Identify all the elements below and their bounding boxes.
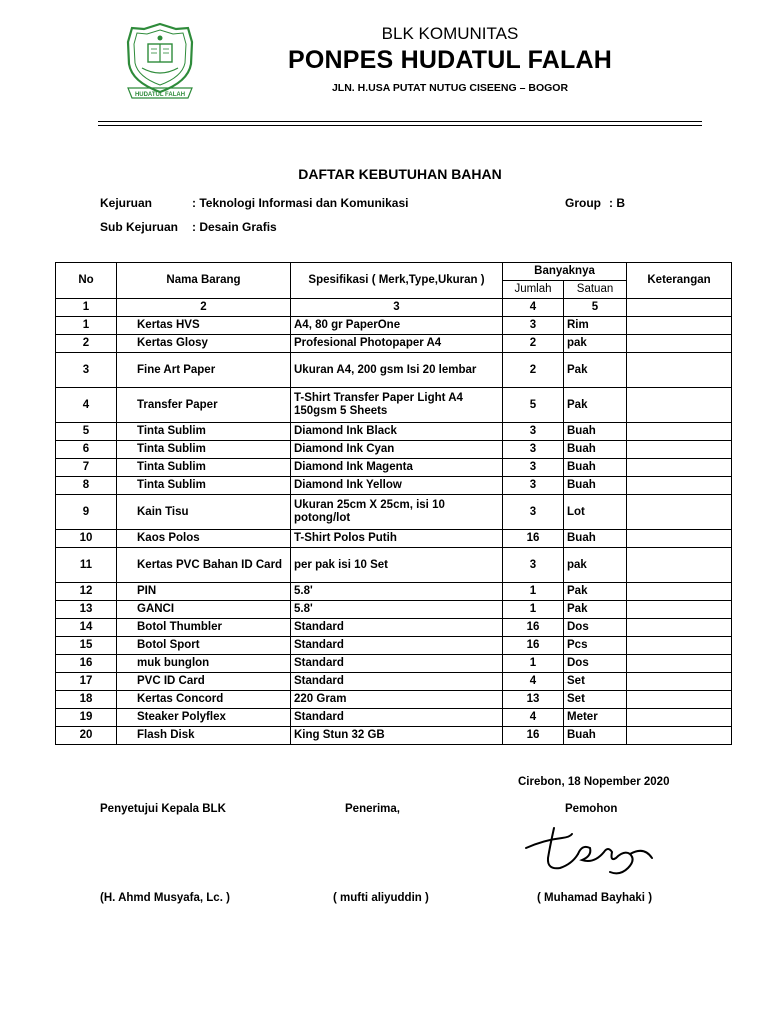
row-item-name: Steaker Polyflex xyxy=(117,709,291,727)
row-unit: Buah xyxy=(564,441,627,459)
row-no: 15 xyxy=(56,637,117,655)
receiver-name: ( mufti aliyuddin ) xyxy=(333,892,429,904)
row-no: 4 xyxy=(56,388,117,423)
row-item-name: Kertas Glosy xyxy=(117,335,291,353)
row-item-name: PIN xyxy=(117,583,291,601)
row-no: 12 xyxy=(56,583,117,601)
row-quantity: 3 xyxy=(503,459,564,477)
table-row xyxy=(56,459,732,477)
table-row xyxy=(56,317,732,335)
org-name: BLK KOMUNITAS xyxy=(381,24,519,43)
row-unit: pak xyxy=(564,548,627,583)
row-no: 19 xyxy=(56,709,117,727)
kejuruan-label: Kejuruan xyxy=(100,196,153,210)
row-note xyxy=(627,530,732,548)
row-specification: T-Shirt Polos Putih xyxy=(291,530,503,548)
group-value: : B xyxy=(609,196,625,210)
row-specification: Standard xyxy=(291,619,503,637)
row-unit: Set xyxy=(564,691,627,709)
row-no: 16 xyxy=(56,655,117,673)
row-note xyxy=(627,335,732,353)
row-no: 7 xyxy=(56,459,117,477)
sub-kejuruan-value: : Desain Grafis xyxy=(192,220,277,234)
row-item-name: PVC ID Card xyxy=(117,673,291,691)
row-specification: Diamond Ink Magenta xyxy=(291,459,503,477)
header-jumlah: Jumlah xyxy=(503,281,564,299)
row-note xyxy=(627,583,732,601)
row-item-name: Tinta Sublim xyxy=(117,423,291,441)
index-cell-empty xyxy=(627,299,732,317)
row-quantity: 1 xyxy=(503,583,564,601)
row-quantity: 13 xyxy=(503,691,564,709)
sub-kejuruan-label: Sub Kejuruan xyxy=(100,220,179,234)
row-specification: King Stun 32 GB xyxy=(291,727,503,745)
materials-table xyxy=(55,262,732,745)
row-item-name: Tinta Sublim xyxy=(117,459,291,477)
row-no: 13 xyxy=(56,601,117,619)
row-note xyxy=(627,423,732,441)
header-banyaknya: Banyaknya xyxy=(503,263,627,281)
row-note xyxy=(627,459,732,477)
index-cell: 2 xyxy=(117,299,291,317)
row-no: 1 xyxy=(56,317,117,335)
row-note xyxy=(627,548,732,583)
header-rule-thin xyxy=(98,125,702,126)
row-quantity: 4 xyxy=(503,709,564,727)
approver-title: Penyetujui Kepala BLK xyxy=(100,803,226,815)
row-specification: Standard xyxy=(291,655,503,673)
table-row xyxy=(56,655,732,673)
row-specification: 5.8' xyxy=(291,601,503,619)
row-unit: Pak xyxy=(564,388,627,423)
row-note xyxy=(627,353,732,388)
row-item-name: Botol Thumbler xyxy=(117,619,291,637)
row-note xyxy=(627,709,732,727)
applicant-title: Pemohon xyxy=(565,803,618,815)
row-unit: Lot xyxy=(564,495,627,530)
table-row xyxy=(56,530,732,548)
row-no: 9 xyxy=(56,495,117,530)
index-cell: 5 xyxy=(564,299,627,317)
table-row xyxy=(56,691,732,709)
row-unit: Rim xyxy=(564,317,627,335)
row-unit: Pak xyxy=(564,601,627,619)
row-note xyxy=(627,655,732,673)
row-unit: Buah xyxy=(564,727,627,745)
row-quantity: 1 xyxy=(503,655,564,673)
approver-name: (H. Ahmd Musyafa, Lc. ) xyxy=(100,892,230,904)
row-item-name: Botol Sport xyxy=(117,637,291,655)
row-item-name: GANCI xyxy=(117,601,291,619)
header-nama-barang: Nama Barang xyxy=(117,263,291,299)
row-quantity: 2 xyxy=(503,335,564,353)
row-specification: Diamond Ink Black xyxy=(291,423,503,441)
table-row xyxy=(56,353,732,388)
row-specification: Diamond Ink Cyan xyxy=(291,441,503,459)
row-no: 18 xyxy=(56,691,117,709)
row-item-name: Transfer Paper xyxy=(117,388,291,423)
row-specification: Ukuran 25cm X 25cm, isi 10 potong/lot xyxy=(291,495,503,530)
row-note xyxy=(627,477,732,495)
row-item-name: Flash Disk xyxy=(117,727,291,745)
table-row xyxy=(56,335,732,353)
row-quantity: 16 xyxy=(503,530,564,548)
row-unit: Buah xyxy=(564,459,627,477)
row-quantity: 3 xyxy=(503,548,564,583)
row-unit: Buah xyxy=(564,477,627,495)
row-unit: Pak xyxy=(564,583,627,601)
row-specification: per pak isi 10 Set xyxy=(291,548,503,583)
header-spesifikasi: Spesifikasi ( Merk,Type,Ukuran ) xyxy=(291,263,503,299)
row-item-name: Kertas Concord xyxy=(117,691,291,709)
row-specification: Standard xyxy=(291,637,503,655)
row-specification: Diamond Ink Yellow xyxy=(291,477,503,495)
group-label: Group xyxy=(565,196,601,210)
row-quantity: 2 xyxy=(503,353,564,388)
table-row xyxy=(56,619,732,637)
row-note xyxy=(627,388,732,423)
row-item-name: Kertas PVC Bahan ID Card xyxy=(117,548,291,583)
row-quantity: 1 xyxy=(503,601,564,619)
row-unit: Set xyxy=(564,673,627,691)
row-specification: Ukuran A4, 200 gsm Isi 20 lembar xyxy=(291,353,503,388)
row-note xyxy=(627,637,732,655)
applicant-signature xyxy=(520,822,660,884)
row-unit: Buah xyxy=(564,423,627,441)
row-quantity: 3 xyxy=(503,423,564,441)
item-rows xyxy=(56,317,732,745)
row-no: 14 xyxy=(56,619,117,637)
table-row xyxy=(56,388,732,423)
row-quantity: 16 xyxy=(503,727,564,745)
row-quantity: 3 xyxy=(503,317,564,335)
row-quantity: 3 xyxy=(503,441,564,459)
logo-text: HUDATUL FALAH xyxy=(134,92,186,98)
table-row xyxy=(56,601,732,619)
row-specification: Standard xyxy=(291,673,503,691)
institution-logo xyxy=(122,20,198,100)
row-no: 20 xyxy=(56,727,117,745)
row-item-name: Tinta Sublim xyxy=(117,441,291,459)
row-quantity: 16 xyxy=(503,637,564,655)
index-cell: 3 xyxy=(291,299,503,317)
row-no: 10 xyxy=(56,530,117,548)
row-specification: Standard xyxy=(291,709,503,727)
row-quantity: 3 xyxy=(503,477,564,495)
document-title: DAFTAR KEBUTUHAN BAHAN xyxy=(298,166,502,182)
applicant-name: ( Muhamad Bayhaki ) xyxy=(537,892,653,904)
row-unit: Dos xyxy=(564,619,627,637)
row-note xyxy=(627,673,732,691)
row-specification: 5.8' xyxy=(291,583,503,601)
table-row xyxy=(56,637,732,655)
row-specification: T-Shirt Transfer Paper Light A4 150gsm 5 Sheets xyxy=(291,388,503,423)
row-quantity: 3 xyxy=(503,495,564,530)
row-quantity: 4 xyxy=(503,673,564,691)
table-row xyxy=(56,477,732,495)
row-item-name: Kaos Polos xyxy=(117,530,291,548)
row-quantity: 16 xyxy=(503,619,564,637)
table-row xyxy=(56,495,732,530)
row-no: 8 xyxy=(56,477,117,495)
table-row xyxy=(56,583,732,601)
row-unit: Meter xyxy=(564,709,627,727)
table-row xyxy=(56,548,732,583)
row-no: 2 xyxy=(56,335,117,353)
table-row xyxy=(56,423,732,441)
header-keterangan: Keterangan xyxy=(627,263,732,299)
row-no: 17 xyxy=(56,673,117,691)
row-note xyxy=(627,441,732,459)
kejuruan-value: : Teknologi Informasi dan Komunikasi xyxy=(192,196,409,210)
table-row xyxy=(56,673,732,691)
row-item-name: Fine Art Paper xyxy=(117,353,291,388)
row-unit: Dos xyxy=(564,655,627,673)
row-no: 6 xyxy=(56,441,117,459)
row-no: 3 xyxy=(56,353,117,388)
row-unit: Buah xyxy=(564,530,627,548)
receiver-title: Penerima, xyxy=(345,803,400,815)
row-note xyxy=(627,495,732,530)
header-satuan: Satuan xyxy=(564,281,627,299)
index-cell: 1 xyxy=(56,299,117,317)
place-date: Cirebon, 18 Nopember 2020 xyxy=(518,776,670,788)
institution-address: JLN. H.USA PUTAT NUTUG CISEENG – BOGOR xyxy=(331,82,569,94)
row-note xyxy=(627,619,732,637)
row-specification: A4, 80 gr PaperOne xyxy=(291,317,503,335)
table-row xyxy=(56,441,732,459)
header-rule-thick xyxy=(98,121,702,122)
row-note xyxy=(627,691,732,709)
row-item-name: muk bunglon xyxy=(117,655,291,673)
table-row xyxy=(56,727,732,745)
institution-name: PONPES HUDATUL FALAH xyxy=(288,46,612,74)
table-row xyxy=(56,709,732,727)
row-note xyxy=(627,601,732,619)
row-unit: pak xyxy=(564,335,627,353)
index-cell: 4 xyxy=(503,299,564,317)
row-quantity: 5 xyxy=(503,388,564,423)
row-note xyxy=(627,317,732,335)
row-no: 11 xyxy=(56,548,117,583)
row-unit: Pak xyxy=(564,353,627,388)
row-item-name: Kertas HVS xyxy=(117,317,291,335)
row-note xyxy=(627,727,732,745)
header-no: No xyxy=(56,263,117,299)
row-no: 5 xyxy=(56,423,117,441)
row-specification: Profesional Photopaper A4 xyxy=(291,335,503,353)
row-item-name: Kain Tisu xyxy=(117,495,291,530)
row-unit: Pcs xyxy=(564,637,627,655)
row-item-name: Tinta Sublim xyxy=(117,477,291,495)
row-specification: 220 Gram xyxy=(291,691,503,709)
